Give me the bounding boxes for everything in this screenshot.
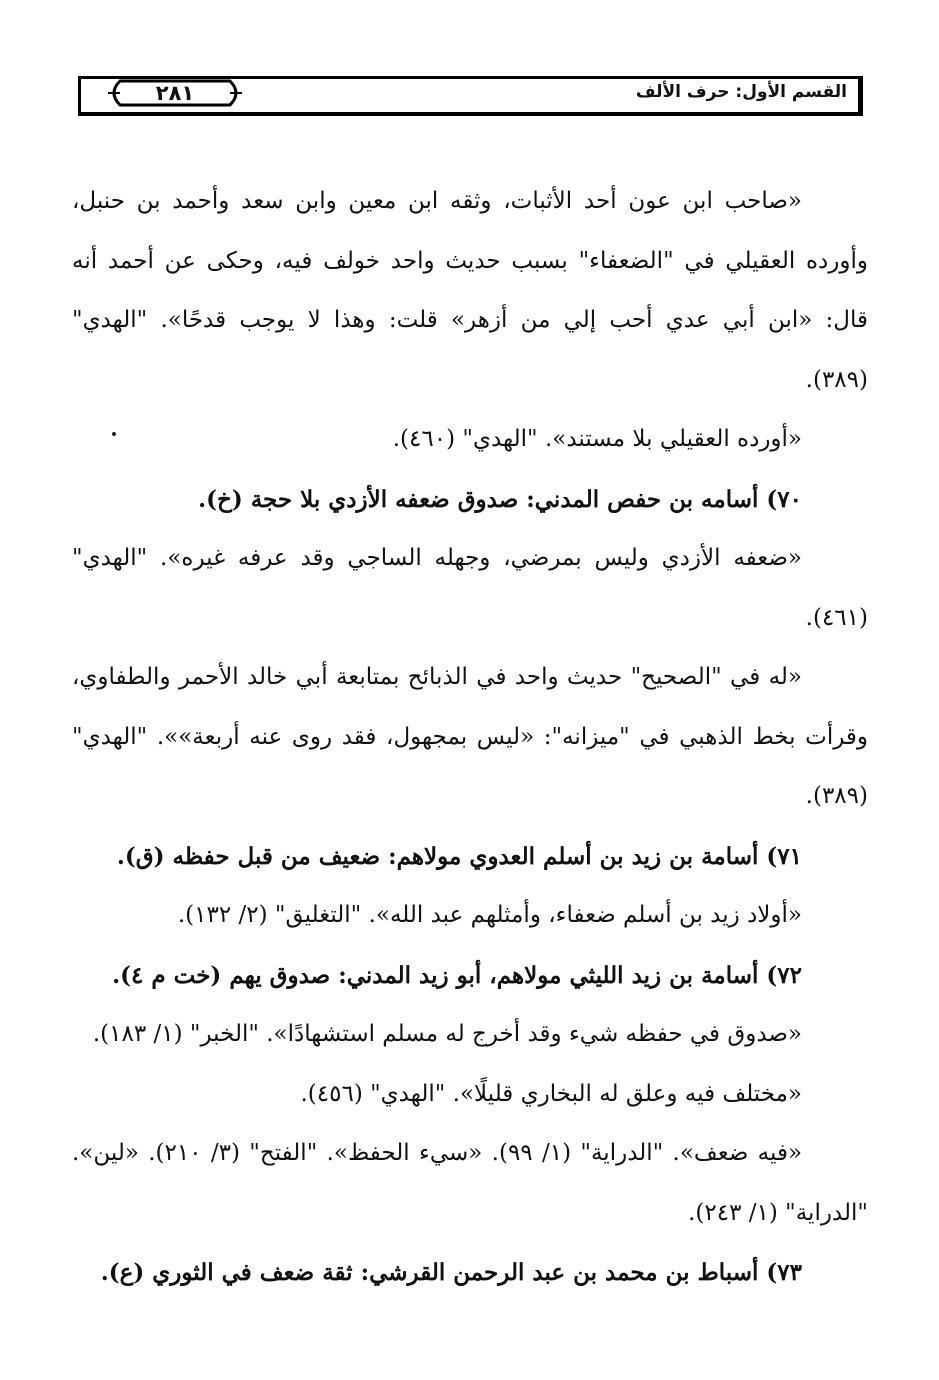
text-line: «أورده العقيلي بلا مستند». "الهدي" (٤٦٠). — [392, 426, 802, 452]
narrator-entry-line: ٧٢) أسامة بن زيد الليثي مولاهم، أبو زيد المدني: صدوق يهم (خت م ٤). — [112, 961, 802, 989]
text-line: «صدوق في حفظه شيء وقد أخرج له مسلم استشهادًا». "الخبر" (١/ ١٨٣). — [92, 1021, 802, 1047]
text-line: قال: «ابن أبي عدي أحب إلي من أزهر» قلت: وهذا لا يوجب قدحًا». "الهدي" — [72, 307, 868, 333]
text-line: "الدراية" (١/ ٢٤٣). — [688, 1199, 868, 1226]
text-line: «ضعفه الأزدي وليس بمرضي، وجهله الساجي وقد عرفه غيره». "الهدي" — [72, 545, 802, 571]
text-line: «صاحب ابن عون أحد الأثبات، وثقه ابن معين وابن سعد وأحمد بن حنبل، — [72, 188, 802, 214]
running-header — [78, 76, 863, 116]
section-title: القسم الأول: حرف الألف — [635, 82, 847, 102]
text-line: (٣٨٩). — [805, 783, 868, 809]
page-body — [72, 172, 868, 1303]
text-line: «أولاد زيد بن أسلم ضعفاء، وأمثلهم عبد الله». "التغليق" (٢/ ١٣٢). — [177, 902, 802, 928]
narrator-entry-line: ٧١) أسامة بن زيد بن أسلم العدوي مولاهم: ضعيف من قبل حفظه (ق). — [116, 842, 802, 870]
text-line: «فيه ضعف». "الدراية" (١/ ٩٩). «سيء الحفظ». "الفتح" (٣/ ٢١٠). «لين». — [72, 1140, 803, 1166]
page-number-badge — [106, 79, 244, 107]
page-number: ٢٨١ — [155, 81, 195, 105]
text-line: (٣٨٩). — [805, 366, 868, 393]
text-line: وقرأت بخط الذهبي في "ميزانه": «ليس بمجهول، فقد روى عنه أربعة»». "الهدي" — [72, 723, 868, 750]
text-line: «مختلف فيه وعلق له البخاري قليلًا». "الهدي" (٤٥٦). — [300, 1080, 802, 1107]
text-line: (٤٦١). — [805, 604, 868, 631]
text-line: «له في "الصحيح" حديث واحد في الذبائح بمتابعة أبي خالد الأحمر والطفاوي، — [72, 664, 802, 690]
narrator-entry-line: ٧٣) أسباط بن محمد بن عبد الرحمن القرشي: ثقة ضعف في الثوري (ع). — [100, 1259, 802, 1286]
text-line: وأورده العقيلي في "الضعفاء" بسبب حديث واحد خولف فيه، وحكى عن أحمد أنه — [72, 247, 868, 274]
narrator-entry-line: ٧٠) أسامه بن حفص المدني: صدوق ضعفه الأزدي بلا حجة (خ). — [198, 485, 802, 513]
